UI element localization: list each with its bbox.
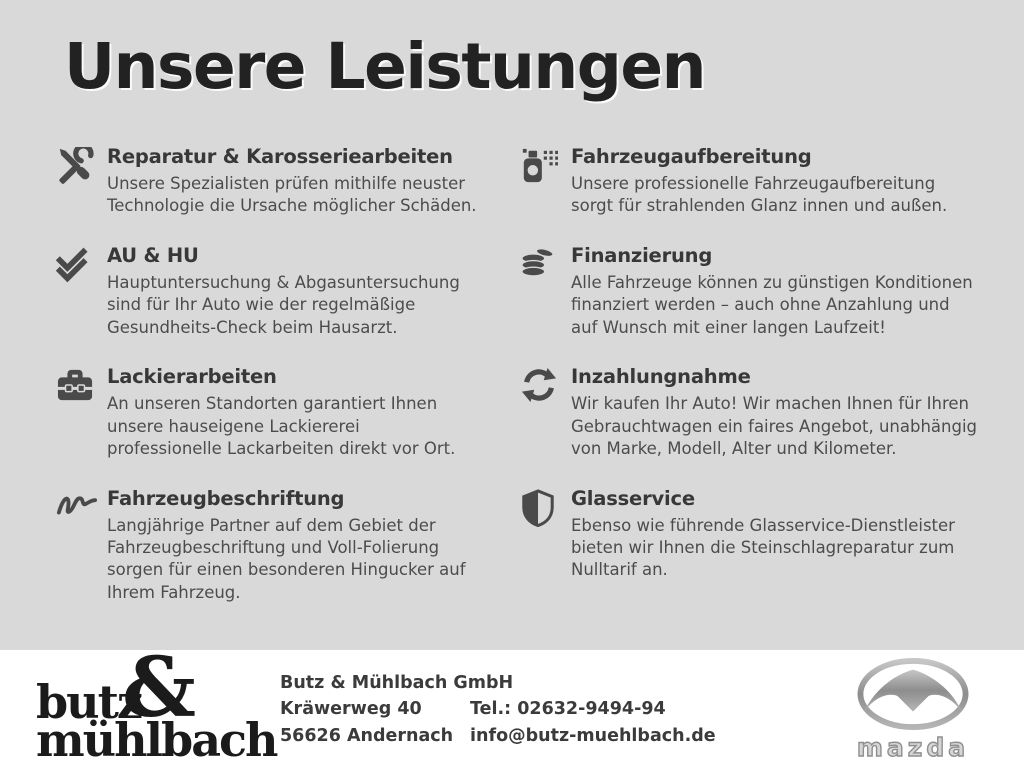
phone-number: Tel.: 02632-9494-94 (470, 698, 666, 719)
services-grid (56, 145, 984, 604)
service-item-au-hu (56, 244, 520, 339)
service-description: An unseren Standorten garantiert Ihnen unsere hauseigene Lackiererei professionelle Lackarbeiten direkt vor Ort. (107, 394, 456, 459)
toolbox-icon (56, 365, 96, 460)
double-check-icon (56, 244, 96, 339)
service-item-glass (520, 487, 984, 605)
mazda-logo (838, 657, 988, 762)
service-item-detailing (520, 145, 984, 218)
city-address: 56626 Andernach (280, 725, 454, 746)
service-title: Lackierarbeiten (107, 365, 277, 389)
service-item-lettering (56, 487, 520, 605)
service-description: Ebenso wie führende Glasservice-Dienstleister bieten wir Ihnen die Steinschlagreparatur zum Nulltarif an. (571, 515, 955, 580)
mazda-emblem-icon (854, 657, 972, 731)
service-title: Fahrzeugaufbereitung (571, 145, 812, 168)
service-item-financing (520, 244, 984, 339)
service-title: Inzahlungnahme (571, 365, 751, 389)
coins-icon (520, 244, 560, 339)
logo-ampersand: & (122, 640, 197, 736)
service-item-trade-in (520, 365, 984, 460)
logo-word-butz: butz (36, 675, 141, 729)
mazda-wordmark: mazda (856, 732, 970, 762)
service-description: Hauptuntersuchung & Abgasuntersuchung sind für Ihr Auto wie der regelmäßige Gesundheits-Check beim Hausarzt. (107, 272, 460, 337)
service-description: Unsere professionelle Fahrzeugaufbereitung sorgt für strahlenden Glanz innen und außen. (571, 174, 948, 216)
screwdriver-wrench-icon (56, 145, 96, 218)
street-address: Kräwerweg 40 (280, 698, 422, 719)
service-description: Alle Fahrzeuge können zu günstigen Konditionen finanziert werden – auch ohne Anzahlung und auf Wunsch mit einer langen Laufzeit! (571, 272, 973, 337)
service-description: Wir kaufen Ihr Auto! Wir machen Ihnen für Ihren Gebrauchtwagen ein faires Angebot, unabhängig von Marke, Modell, Alter und Kilometer. (571, 394, 978, 459)
service-title: Finanzierung (571, 243, 713, 267)
service-title: AU & HU (107, 243, 199, 267)
refresh-arrows-icon (520, 365, 560, 460)
contact-block (280, 673, 716, 746)
service-title: Glasservice (571, 486, 695, 510)
service-description: Langjährige Partner auf dem Gebiet der Fahrzeugbeschriftung und Voll-Folierung sorgen für einen besonderen Hingucker auf Ihrem Fahrzeug. (107, 515, 466, 602)
service-description: Unsere Spezialisten prüfen mithilfe neuster Technologie die Ursache möglicher Schäden. (107, 174, 477, 216)
signature-squiggle-icon (56, 487, 96, 605)
shield-icon (520, 487, 560, 605)
service-item-paint (56, 365, 520, 460)
service-title: Fahrzeugbeschriftung (107, 486, 345, 510)
service-title: Reparatur & Karosseriearbeiten (107, 145, 453, 168)
butz-muehlbach-logo (34, 640, 277, 767)
spray-can-icon (520, 145, 560, 218)
email-address: info@butz-muehlbach.de (470, 725, 716, 746)
service-item-repair (56, 145, 520, 218)
logo-word-muehlbach: mühlbach (36, 713, 277, 767)
company-name: Butz & Mühlbach GmbH (280, 672, 514, 693)
footer (0, 640, 1024, 768)
page-title: Unsere Leistungen (64, 30, 705, 103)
